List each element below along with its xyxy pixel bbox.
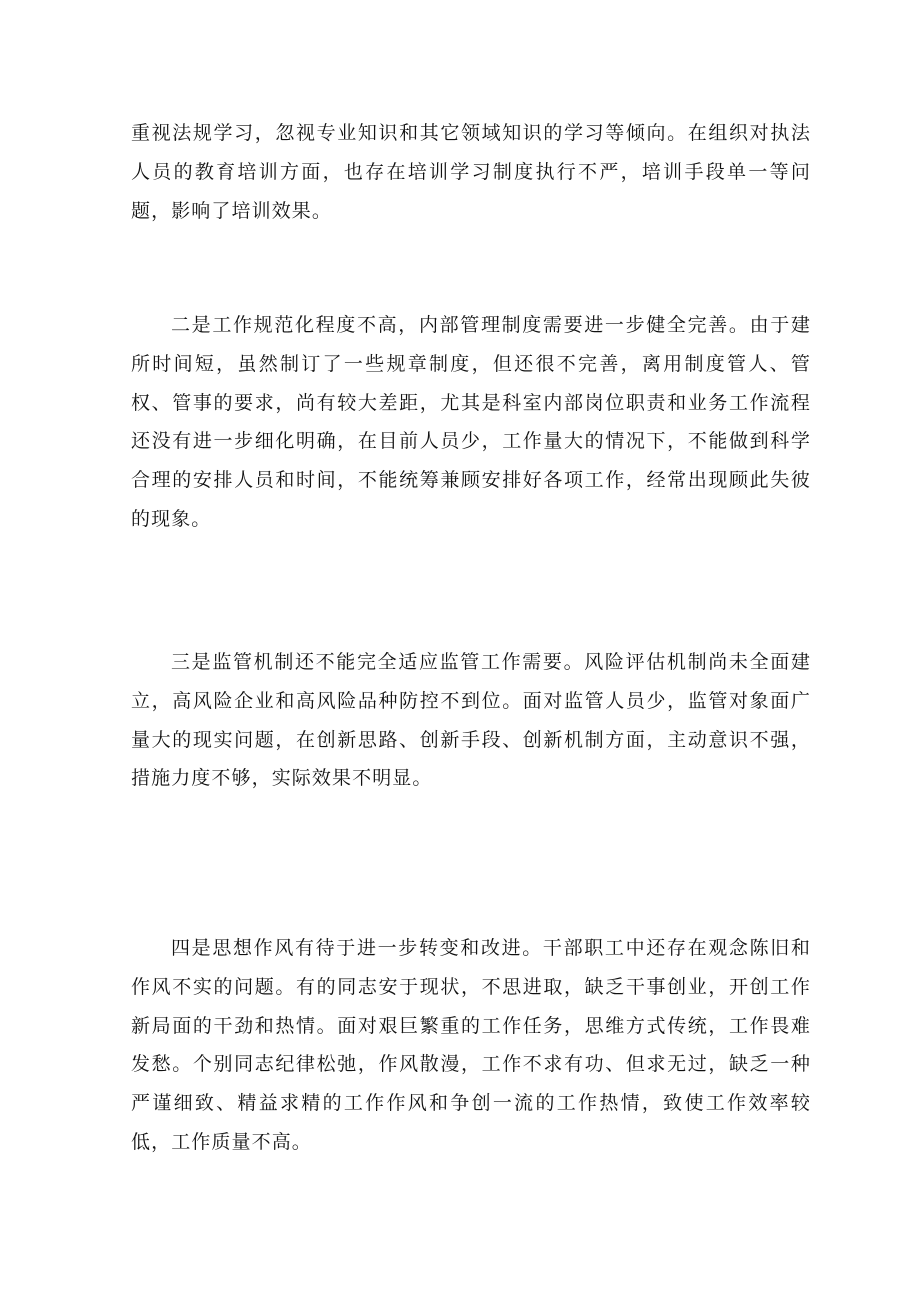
paragraph-point-four: 四是思想作风有待于进一步转变和改进。干部职工中还存在观念陈旧和作风不实的问题。有的同志安于现状，不思进取，缺乏干事创业，开创工作新局面的干劲和热情。面对艰巨繁重的工作任务，思维方式传统，工作畏难发愁。个别同志纪律松弛，作风散漫，工作不求有功、但求无过，缺乏一种严谨细致、精益求精的工作作风和争创一流的工作热情，致使工作效率较低，工作质量不高。 xyxy=(131,937,811,1153)
paragraph-point-two: 二是工作规范化程度不高，内部管理制度需要进一步健全完善。由于建所时间短，虽然制订了一些规章制度，但还很不完善，离用制度管人、管权、管事的要求，尚有较大差距，尤其是科室内部岗位职责和业务工作流程还没有进一步细化明确，在目前人员少，工作量大的情况下，不能做到科学合理的安排人员和时间，不能统筹兼顾安排好各项工作，经常出现顾此失彼的现象。 xyxy=(131,314,811,530)
paragraph-continuation: 重视法规学习，忽视专业知识和其它领域知识的学习等倾向。在组织对执法人员的教育培训方面，也存在培训学习制度执行不严，培训手段单一等问题，影响了培训效果。 xyxy=(131,122,811,222)
paragraph-point-three: 三是监管机制还不能完全适应监管工作需要。风险评估机制尚未全面建立，高风险企业和高风险品种防控不到位。面对监管人员少，监管对象面广量大的现实问题，在创新思路、创新手段、创新机制方面，主动意识不强，措施力度不够，实际效果不明显。 xyxy=(131,651,811,790)
